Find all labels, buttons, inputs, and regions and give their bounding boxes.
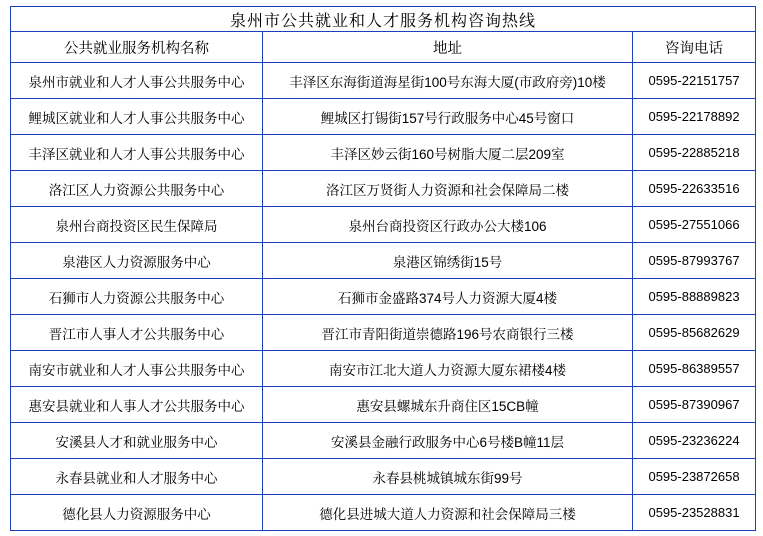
column-header-address: 地址 <box>263 32 633 63</box>
table-row <box>11 99 756 135</box>
header-row <box>11 32 756 63</box>
cell-address: 泉港区锦绣街15号 <box>263 243 633 279</box>
cell-org-name: 泉港区人力资源服务中心 <box>11 243 263 279</box>
cell-address: 丰泽区东海街道海星街100号东海大厦(市政府旁)10楼 <box>263 63 633 99</box>
cell-address: 鲤城区打锡街157号行政服务中心45号窗口 <box>263 99 633 135</box>
cell-address: 洛江区万贤街人力资源和社会保障局二楼 <box>263 171 633 207</box>
cell-phone: 0595-87993767 <box>633 243 756 279</box>
cell-org-name: 晋江市人事人才公共服务中心 <box>11 315 263 351</box>
table-row <box>11 63 756 99</box>
cell-phone: 0595-23528831 <box>633 495 756 531</box>
document-title: 泉州市公共就业和人才服务机构咨询热线 <box>11 7 756 32</box>
table-row <box>11 171 756 207</box>
cell-address: 德化县进城大道人力资源和社会保障局三楼 <box>263 495 633 531</box>
cell-phone: 0595-23872658 <box>633 459 756 495</box>
cell-phone: 0595-22885218 <box>633 135 756 171</box>
table-row <box>11 351 756 387</box>
table-row <box>11 243 756 279</box>
cell-phone: 0595-22151757 <box>633 63 756 99</box>
cell-address: 石狮市金盛路374号人力资源大厦4楼 <box>263 279 633 315</box>
cell-org-name: 洛江区人力资源公共服务中心 <box>11 171 263 207</box>
cell-address: 南安市江北大道人力资源大厦东裙楼4楼 <box>263 351 633 387</box>
cell-org-name: 泉州台商投资区民生保障局 <box>11 207 263 243</box>
table-row <box>11 387 756 423</box>
table-row <box>11 207 756 243</box>
table-row <box>11 279 756 315</box>
cell-address: 惠安县螺城东升商住区15CB幢 <box>263 387 633 423</box>
cell-org-name: 惠安县就业和人事人才公共服务中心 <box>11 387 263 423</box>
cell-phone: 0595-88889823 <box>633 279 756 315</box>
cell-phone: 0595-86389557 <box>633 351 756 387</box>
cell-address: 永春县桃城镇城东街99号 <box>263 459 633 495</box>
cell-phone: 0595-87390967 <box>633 387 756 423</box>
cell-address: 泉州台商投资区行政办公大楼106 <box>263 207 633 243</box>
table-row <box>11 135 756 171</box>
table-row <box>11 315 756 351</box>
cell-address: 安溪县金融行政服务中心6号楼B幢11层 <box>263 423 633 459</box>
cell-org-name: 泉州市就业和人才人事公共服务中心 <box>11 63 263 99</box>
cell-org-name: 永春县就业和人才服务中心 <box>11 459 263 495</box>
cell-phone: 0595-22633516 <box>633 171 756 207</box>
table-row <box>11 459 756 495</box>
table-row <box>11 495 756 531</box>
cell-org-name: 丰泽区就业和人才人事公共服务中心 <box>11 135 263 171</box>
cell-org-name: 石狮市人力资源公共服务中心 <box>11 279 263 315</box>
cell-phone: 0595-85682629 <box>633 315 756 351</box>
cell-org-name: 南安市就业和人才人事公共服务中心 <box>11 351 263 387</box>
cell-org-name: 鲤城区就业和人才人事公共服务中心 <box>11 99 263 135</box>
table-body <box>11 7 756 531</box>
hotline-table <box>10 6 756 531</box>
cell-org-name: 德化县人力资源服务中心 <box>11 495 263 531</box>
hotline-table-container <box>10 6 755 531</box>
cell-org-name: 安溪县人才和就业服务中心 <box>11 423 263 459</box>
title-row <box>11 7 756 32</box>
table-row <box>11 423 756 459</box>
column-header-name: 公共就业服务机构名称 <box>11 32 263 63</box>
cell-address: 丰泽区妙云街160号树脂大厦二层209室 <box>263 135 633 171</box>
cell-phone: 0595-27551066 <box>633 207 756 243</box>
cell-address: 晋江市青阳街道崇德路196号农商银行三楼 <box>263 315 633 351</box>
cell-phone: 0595-23236224 <box>633 423 756 459</box>
cell-phone: 0595-22178892 <box>633 99 756 135</box>
column-header-phone: 咨询电话 <box>633 32 756 63</box>
